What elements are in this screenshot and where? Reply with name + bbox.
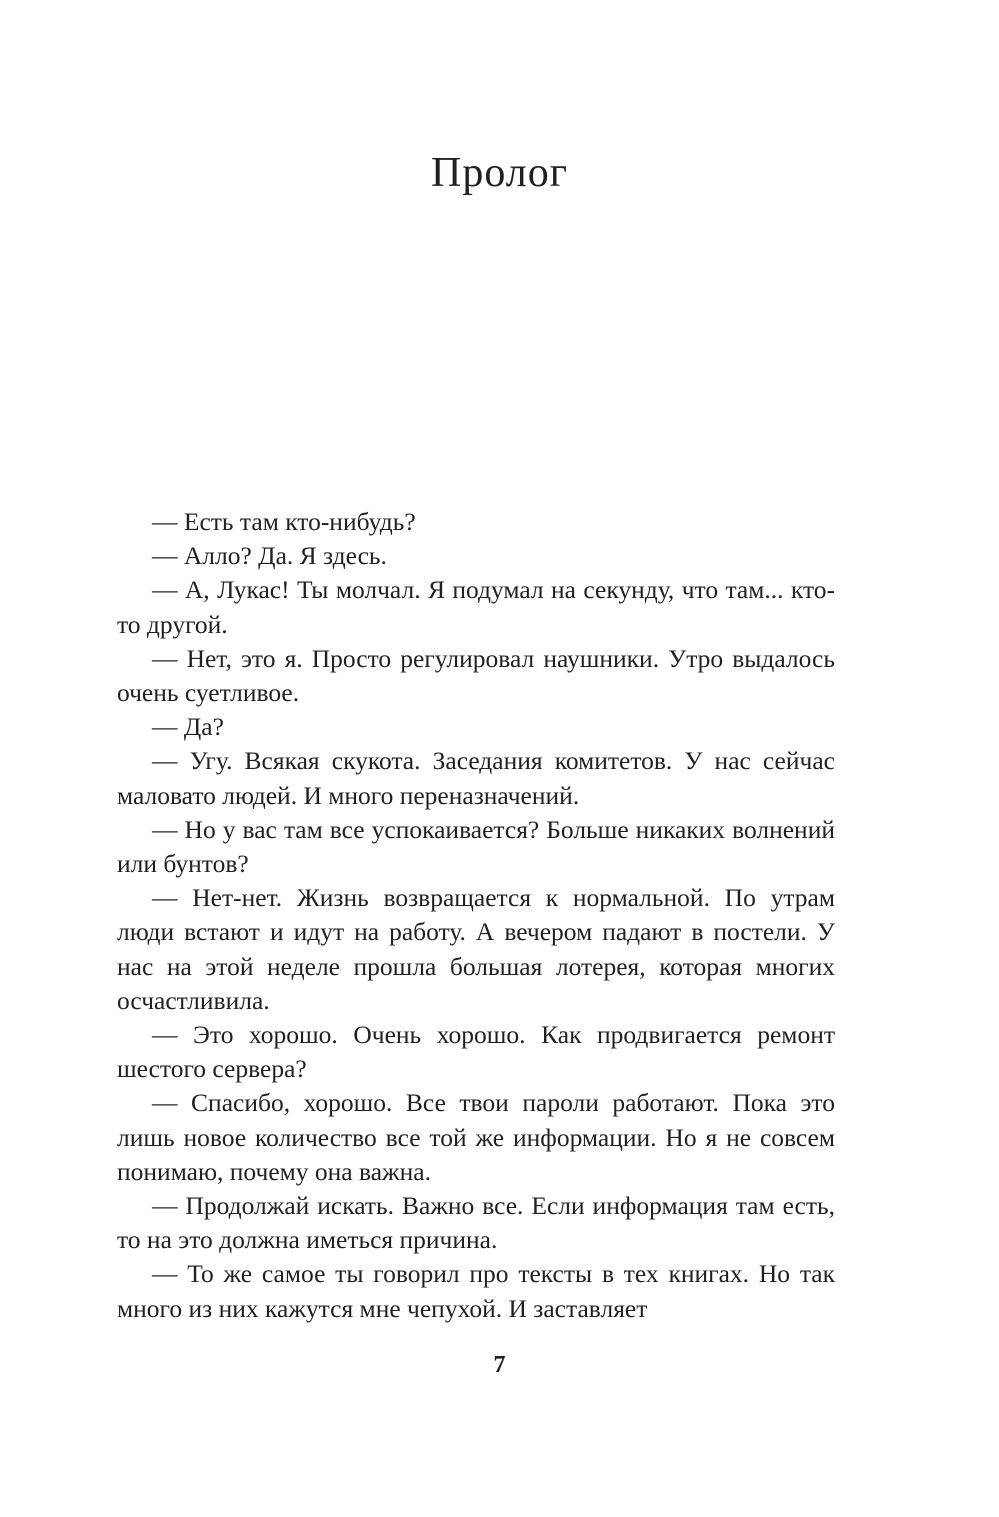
paragraph: — Но у вас там все успокаивается? Больше никаких волнений или бунтов? <box>117 814 835 879</box>
paragraph: — То же самое ты говорил про тексты в тех книгах. Но так много из них кажутся мне чепухой. И заставляет <box>117 1259 835 1323</box>
paragraph: — Угу. Всякая скукота. Заседания комитетов. У нас сейчас маловато людей. И много переназначений. <box>117 746 835 810</box>
paragraph: — Есть там кто-нибудь? <box>152 507 416 536</box>
paragraph: — Алло? Да. Я здесь. <box>152 541 387 571</box>
paragraph: — Это хорошо. Очень хорошо. Как продвигается ремонт шестого сервера? <box>117 1020 835 1084</box>
paragraph: — Продолжай искать. Важно все. Если информация там есть, то на это должна иметься причина. <box>117 1191 835 1255</box>
paragraph: — Спасибо, хорошо. Все твои пароли работают. Пока это лишь новое количество все той же информации. Но я не совсем понимаю, почему она важна. <box>117 1088 835 1186</box>
body-text <box>117 505 835 1326</box>
paragraph: — Да? <box>152 712 224 742</box>
page-number: 7 <box>493 1352 506 1378</box>
paragraph: — Нет-нет. Жизнь возвращается к нормальной. По утрам люди встают и идут на работу. А вечером падают в постели. У нас на этой неделе прошла большая лотерея, которая многих осчастливила. <box>117 883 835 1015</box>
paragraph: — Нет, это я. Просто регулировал наушники. Утро выдалось очень суетливое. <box>117 643 835 708</box>
chapter-title: Пролог <box>431 150 568 196</box>
paragraph: — А, Лукас! Ты молчал. Я подумал на секунду, что там... кто-то другой. <box>117 575 835 639</box>
